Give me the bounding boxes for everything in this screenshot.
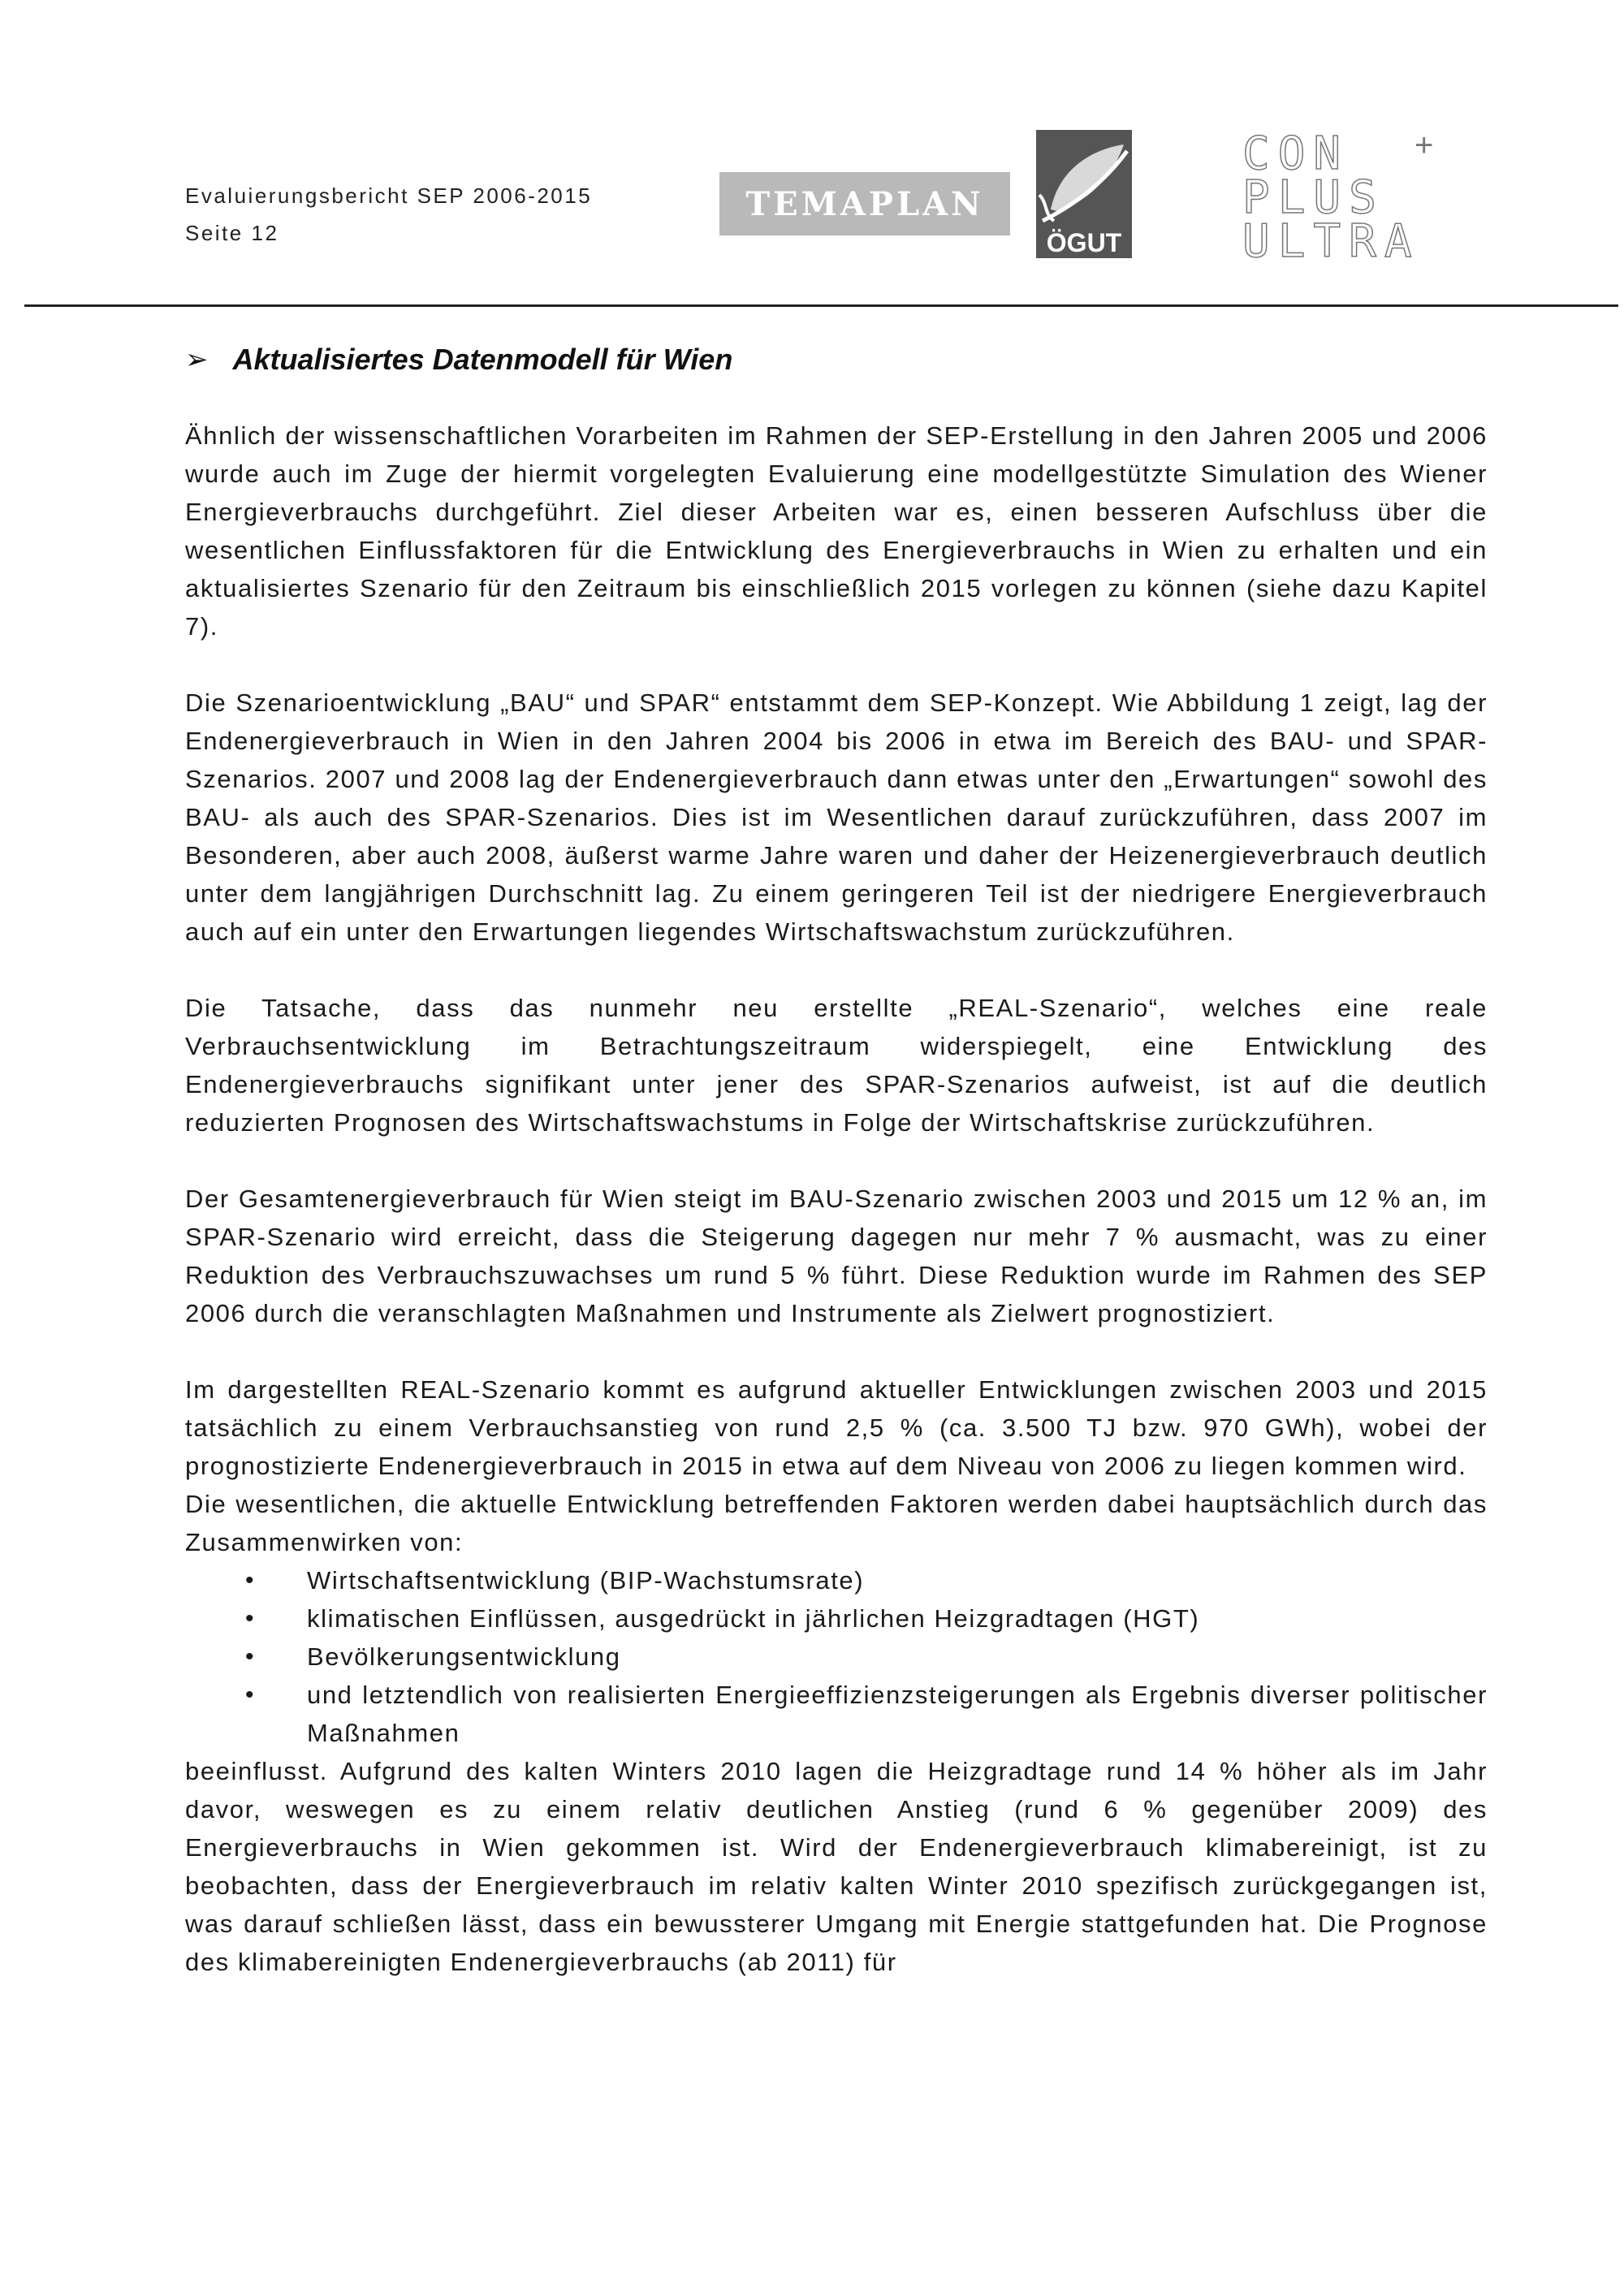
paragraph: Die Tatsache, dass das nunmehr neu erstellte „REAL-Szenario“, welches eine reale Verbrauchsentwicklung im Betrachtungszeitraum widerspiegelt, eine Entwicklung des Endenergieverbrauchs signifikant unter jener des SPAR-Szenarios aufweist, ist auf die deutlich reduzierten Prognosen des Wirtschaftswachstums in Folge der Wirtschaftskrise zurückzuführen. [185,994,1488,1137]
list-item: • Bevölkerungsentwicklung [185,1638,1488,1676]
section-heading [185,343,732,377]
body-text [185,416,1488,1981]
factor-list [185,1561,1488,1752]
list-item: • klimatischen Einflüssen, ausgedrückt in jährlichen Heizgradtagen (HGT) [185,1599,1488,1638]
header-divider [24,304,1618,307]
temaplan-logo [719,172,1010,235]
paragraph: Ähnlich der wissenschaftlichen Vorarbeiten im Rahmen der SEP-Erstellung in den Jahren 2005 und 2006 wurde auch im Zuge der hiermit vorgelegten Evaluierung eine modellgestützte Simulation des Wiener Energieverbrauchs durchgeführt. Ziel dieser Arbeiten war es, einen besseren Aufschluss über die wesentlichen Einflussfaktoren für die Entwicklung des Energieverbrauchs in Wien zu erhalten und ein aktualisiertes Szenario für den Zeitraum bis einschließlich 2015 vorlegen zu können (siehe dazu Kapitel 7). [185,421,1488,641]
report-title: Evaluierungsbericht SEP 2006-2015 [185,183,593,208]
temaplan-logo-text: TEMAPLAN [745,184,984,223]
paragraph: Die wesentlichen, die aktuelle Entwicklung betreffenden Faktoren werden dabei hauptsächlich durch das Zusammenwirken von: [185,1490,1488,1556]
ogut-logo-text: ÖGUT [1046,228,1122,257]
section-heading-text: Aktualisiertes Datenmodell für Wien [232,343,733,376]
running-header [185,177,592,252]
paragraph: beeinflusst. Aufgrund des kalten Winters 2010 lagen die Heizgradtage rund 14 % höher als im Jahr davor, weswegen es zu einem relativ deutlichen Anstieg (rund 6 % gegenüber 2009) des Energieverbrauchs in Wien gekommen ist. Wird der Endenergieverbrauch klimabereinigt, ist zu beobachten, dass der Energieverbrauch im relativ kalten Winter 2010 spezifisch zurückgegangen ist, was darauf schließen lässt, dass ein bewussterer Umgang mit Energie stattgefunden hat. Die Prognose des klimabereinigten Endenergieverbrauchs (ab 2011) für [185,1757,1488,1976]
list-item: • und letztendlich von realisierten Energieeffizienzsteigerungen als Ergebnis diverser politischer Maßnahmen [185,1676,1488,1752]
logo-word-plus: PLUS [1242,171,1384,224]
list-item: • Wirtschaftsentwicklung (BIP-Wachstumsrate) [185,1561,1488,1599]
page-number: Seite 12 [185,221,279,245]
con-plus-ultra-logo [1242,133,1445,263]
paragraph: Im dargestellten REAL-Szenario kommt es aufgrund aktueller Entwicklungen zwischen 2003 und 2015 tatsächlich zu einem Verbrauchsanstieg von rund 2,5 % (ca. 3.500 TJ bzw. 970 GWh), wobei der prognostizierte Endenergieverbrauch in 2015 in etwa auf dem Niveau von 2006 zu liegen kommen wird. [185,1375,1488,1480]
logo-word-ultra: ULTRA [1242,215,1420,263]
paragraph: Die Szenarioentwicklung „BAU“ und SPAR“ entstammt dem SEP-Konzept. Wie Abbildung 1 zeigt, lag der Endenergieverbrauch in Wien in den Jahren 2004 bis 2006 in etwa im Bereich des BAU- und SPAR-Szenarios. 2007 und 2008 lag der Endenergieverbrauch dann etwas unter den „Erwartungen“ sowohl des BAU- als auch des SPAR-Szenarios. Dies ist im Wesentlichen darauf zurückzuführen, dass 2007 im Besonderen, aber auch 2008, äußerst warme Jahre waren und daher der Heizenergieverbrauch deutlich unter dem langjährigen Durchschnitt lag. Zu einem geringeren Teil ist der niedrigere Energieverbrauch auch auf ein unter den Erwartungen liegendes Wirtschaftswachstum zurückzuführen. [185,688,1488,946]
plus-icon: + [1415,133,1434,163]
ogut-logo [1036,130,1132,258]
paragraph: Der Gesamtenergieverbrauch für Wien steigt im BAU-Szenario zwischen 2003 und 2015 um 12 % an, im SPAR-Szenario wird erreicht, dass die Steigerung dagegen nur mehr 7 % ausmacht, was zu einer Reduktion des Verbrauchszuwachses um rund 5 % führt. Diese Reduktion wurde im Rahmen des SEP 2006 durch die veranschlagten Maßnahmen und Instrumente als Zielwert prognostiziert. [185,1185,1488,1327]
logo-word-con: CON [1242,133,1350,180]
arrow-bullet-icon: ➢ [185,344,209,375]
